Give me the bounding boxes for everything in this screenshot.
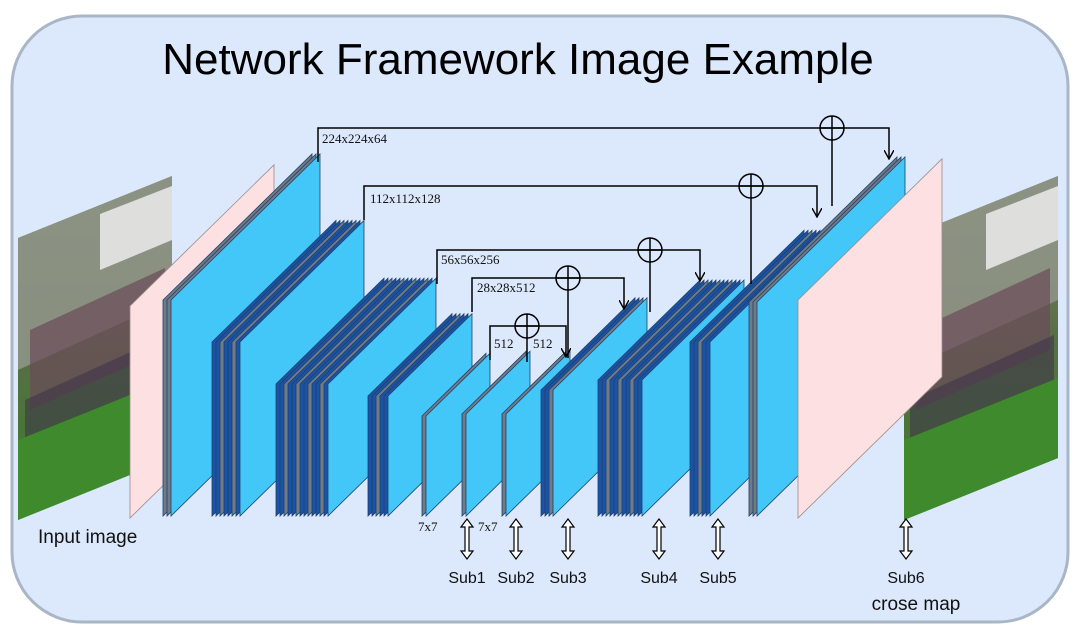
dim-label-224: 224x224x64	[322, 131, 387, 146]
page-title: Network Framework Image Example	[162, 35, 874, 84]
dim-label-512-b: 512	[533, 336, 553, 351]
dim-label-28: 28x28x512	[477, 280, 536, 295]
sub-label-6: Sub6	[887, 570, 925, 587]
dim-label-56: 56x56x256	[441, 252, 500, 267]
sub-label-2: Sub2	[497, 570, 535, 587]
sub-label-4: Sub4	[640, 570, 678, 587]
input-image-label: Input image	[38, 527, 138, 548]
output-map-label: crose map	[871, 594, 961, 615]
dim-label-112: 112x112x128	[370, 191, 441, 206]
dim-label-512-a: 512	[494, 336, 514, 351]
kernel-label-1: 7x7	[418, 519, 438, 534]
kernel-label-2: 7x7	[478, 519, 498, 534]
sub-label-5: Sub5	[699, 570, 737, 587]
sub-label-1: Sub1	[448, 570, 486, 587]
sub-label-3: Sub3	[549, 570, 587, 587]
